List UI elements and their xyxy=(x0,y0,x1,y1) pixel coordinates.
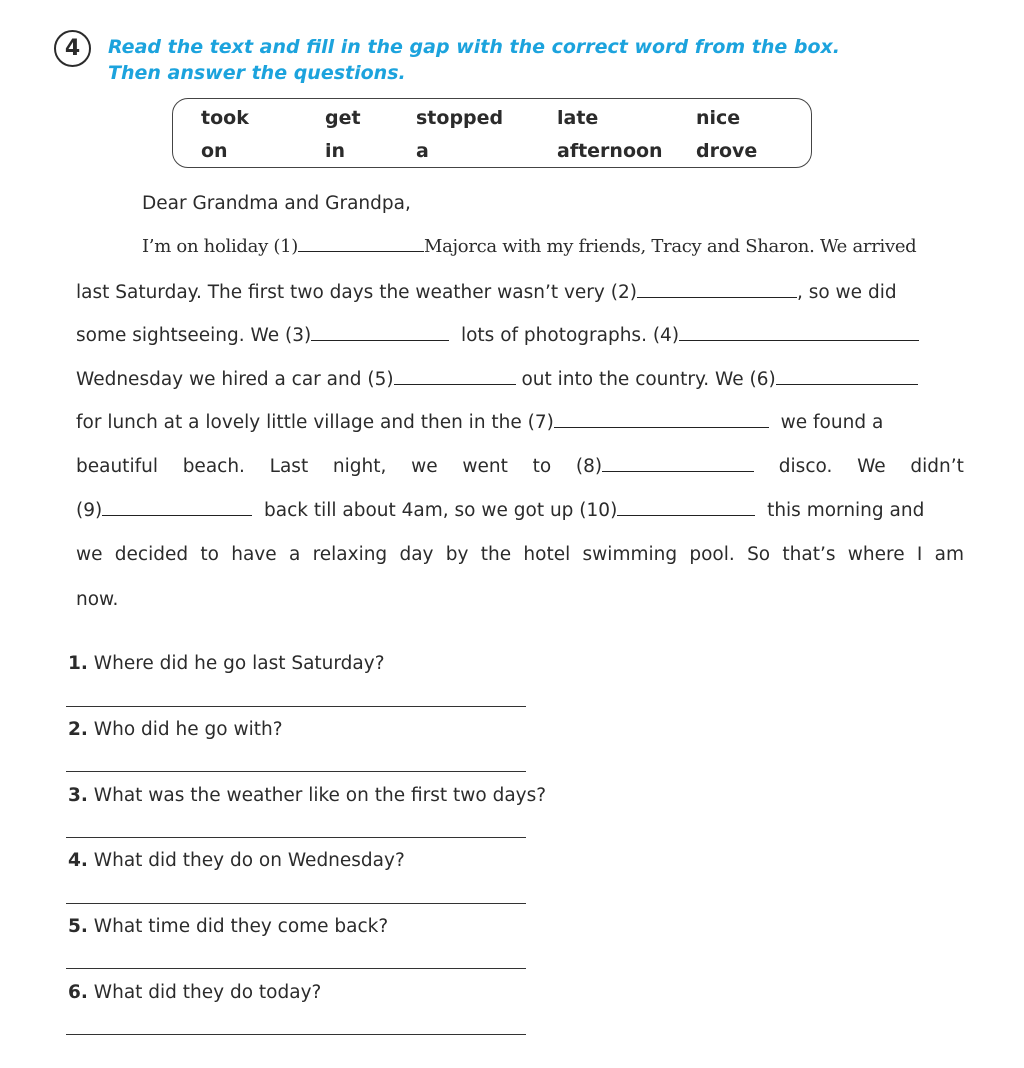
answer-line-4[interactable] xyxy=(66,903,526,904)
gap-6[interactable] xyxy=(776,383,918,385)
question-text: What did they do on Wednesday? xyxy=(93,850,405,871)
word: to xyxy=(532,456,552,477)
answer-line-1[interactable] xyxy=(66,706,526,707)
question-number: 2. xyxy=(68,719,88,740)
question-text: Who did he go with? xyxy=(93,719,283,740)
word-stopped: stopped xyxy=(416,107,504,129)
answer-line-6[interactable] xyxy=(66,1034,526,1035)
word-drove: drove xyxy=(696,140,758,162)
gap-2[interactable] xyxy=(637,296,797,298)
question-text: What time did they come back? xyxy=(93,916,389,937)
word: decided xyxy=(114,544,189,565)
letter-line-8 xyxy=(76,544,964,565)
word-in: in xyxy=(325,140,346,162)
word-a: a xyxy=(416,140,429,162)
question-4 xyxy=(68,850,405,871)
gap-10[interactable] xyxy=(617,514,755,516)
text-segment: I’m on holiday (1) xyxy=(142,236,298,257)
question-number: 4. xyxy=(68,850,88,871)
letter-line-4 xyxy=(76,369,918,390)
question-number: 5. xyxy=(68,916,88,937)
word: went xyxy=(462,456,508,477)
letter-line-7 xyxy=(76,500,924,521)
answer-line-3[interactable] xyxy=(66,837,526,838)
text-segment: this morning and xyxy=(767,500,925,521)
gap-1[interactable] xyxy=(298,250,424,252)
text-segment: Wednesday we hired a car and (5) xyxy=(76,369,394,390)
question-6 xyxy=(68,982,321,1003)
question-text: Where did he go last Saturday? xyxy=(93,653,385,674)
gap-3[interactable] xyxy=(311,339,449,341)
instruction-line-2: Then answer the questions. xyxy=(108,62,406,84)
gap-4[interactable] xyxy=(679,339,919,341)
question-text: What did they do today? xyxy=(93,982,322,1003)
letter-line-3 xyxy=(76,325,919,346)
word: hotel xyxy=(523,544,571,565)
question-text: What was the weather like on the first two days? xyxy=(93,785,547,806)
word: pool. xyxy=(689,544,735,565)
gap-8[interactable] xyxy=(602,470,754,472)
word: that’s xyxy=(782,544,836,565)
answer-line-2[interactable] xyxy=(66,771,526,772)
letter-line-2 xyxy=(76,282,897,303)
text-segment: (9) xyxy=(76,500,103,521)
word-late: late xyxy=(557,107,599,129)
gap-5[interactable] xyxy=(394,383,516,385)
word: swimming xyxy=(582,544,678,565)
word: a xyxy=(288,544,301,565)
word: So xyxy=(747,544,771,565)
letter-greeting: Dear Grandma and Grandpa, xyxy=(142,193,411,214)
word: the xyxy=(480,544,512,565)
gap-8-group xyxy=(576,456,754,477)
text-segment: Majorca with my friends, Tracy and Sharon. We arrived xyxy=(423,236,917,257)
question-1 xyxy=(68,653,385,674)
question-5 xyxy=(68,916,388,937)
question-number: 3. xyxy=(68,785,88,806)
word: where xyxy=(847,544,905,565)
word: have xyxy=(231,544,277,565)
word: by xyxy=(445,544,469,565)
letter-line-5 xyxy=(76,412,883,433)
gap-9[interactable] xyxy=(102,514,252,516)
instruction-line-1: Read the text and fill in the gap with the correct word from the box. xyxy=(108,36,841,58)
word: day xyxy=(399,544,434,565)
text-segment: last Saturday. The first two days the weather wasn’t very (2) xyxy=(76,282,637,303)
answer-line-5[interactable] xyxy=(66,968,526,969)
question-number: 6. xyxy=(68,982,88,1003)
word-afternoon: afternoon xyxy=(557,140,663,162)
word: didn’t xyxy=(910,456,964,477)
word-nice: nice xyxy=(696,107,741,129)
letter-line-1 xyxy=(142,236,916,257)
word: am xyxy=(934,544,964,565)
word-took: took xyxy=(201,107,249,129)
question-3 xyxy=(68,785,546,806)
word: night, xyxy=(332,456,387,477)
word: to xyxy=(200,544,219,565)
word: I xyxy=(916,544,923,565)
text-segment: , so we did xyxy=(796,282,897,303)
word: Last xyxy=(269,456,309,477)
word: We xyxy=(857,456,886,477)
gap-7[interactable] xyxy=(554,426,769,428)
text-segment: we found a xyxy=(780,412,884,433)
text-segment: some sightseeing. We (3) xyxy=(76,325,312,346)
question-2 xyxy=(68,719,283,740)
text-segment: back till about 4am, so we got up (10) xyxy=(263,500,618,521)
exercise-number: 4 xyxy=(54,30,91,67)
text-segment: lots of photographs. (4) xyxy=(460,325,680,346)
word: disco. xyxy=(778,456,833,477)
word: relaxing xyxy=(312,544,388,565)
letter-line-9: now. xyxy=(76,589,119,610)
word: beach. xyxy=(182,456,245,477)
word: we xyxy=(411,456,438,477)
word-on: on xyxy=(201,140,228,162)
word: (8) xyxy=(575,456,603,477)
word: we xyxy=(76,544,103,565)
text-segment: out into the country. We (6) xyxy=(521,369,776,390)
question-number: 1. xyxy=(68,653,88,674)
text-segment: for lunch at a lovely little village and then in the (7) xyxy=(76,412,554,433)
letter-line-6 xyxy=(76,456,964,477)
word: beautiful xyxy=(76,456,158,477)
word-get: get xyxy=(325,107,361,129)
